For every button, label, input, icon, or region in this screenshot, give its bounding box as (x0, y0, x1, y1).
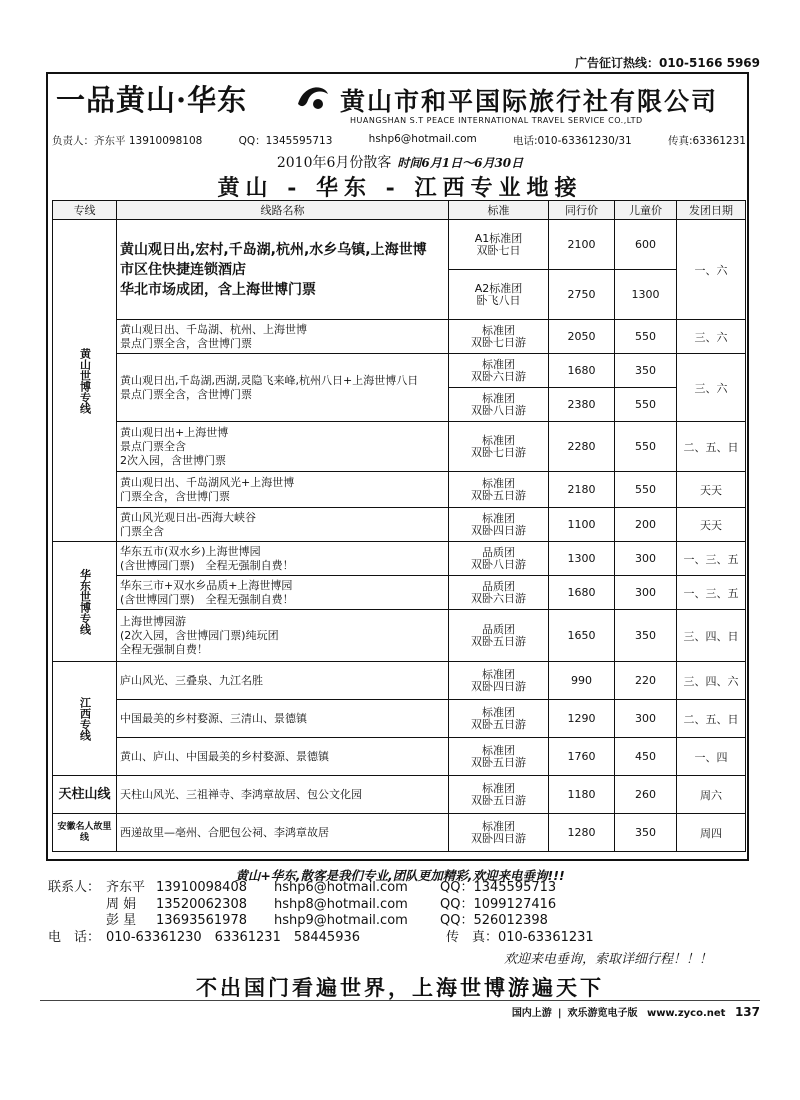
standard: 标准团 双卧四日游 (449, 508, 549, 542)
contact-email: hshp9@hotmail.com (274, 913, 408, 928)
category-tianzhu: 天柱山线 (53, 776, 117, 814)
child-price: 300 (615, 542, 677, 576)
route-name: 黄山观日出,千岛湖,西湖,灵隐飞来峰,杭州八日+上海世博八日 景点门票全含，含世博门票 (117, 354, 449, 422)
contact-row (48, 880, 748, 897)
swirl-logo-icon (294, 82, 332, 112)
category-huadong-expo: 华东世博专线 (53, 542, 117, 662)
child-price: 220 (615, 662, 677, 700)
table-row (53, 508, 746, 542)
contact-label (48, 913, 106, 930)
child-price: 260 (615, 776, 677, 814)
category-huangshan-expo: 黄山世博专线 (53, 220, 117, 542)
table-row (53, 776, 746, 814)
table-row (53, 576, 746, 610)
banner-heading: 黄山 - 华东 - 江西专业地接 (217, 175, 583, 201)
table-row (53, 472, 746, 508)
standard: 标准团 双卧四日游 (449, 814, 549, 852)
child-price: 600 (615, 220, 677, 270)
col-header: 儿童价 (615, 201, 677, 220)
child-price: 550 (615, 388, 677, 422)
table-row (53, 542, 746, 576)
header-qq: QQ：1345595713 (238, 135, 333, 147)
child-price: 350 (615, 610, 677, 662)
page-footer: 国内上游 | 欢乐游览电子版 www.zyco.net 137 (511, 1005, 760, 1019)
departure-date: 三、六 (677, 354, 746, 422)
departure-date: 一、三、五 (677, 576, 746, 610)
route-name: 黄山观日出,宏村,千岛湖,杭州,水乡乌镇,上海世博 市区住快捷连锁酒店 华北市场成团，含上海世博门票 (117, 220, 449, 320)
contact-label (48, 897, 106, 914)
child-price: 550 (615, 472, 677, 508)
standard: 标准团 双卧七日游 (449, 320, 549, 354)
contact-name: 周 娟 (106, 896, 137, 912)
child-price: 450 (615, 738, 677, 776)
slogan-line: 黄山+华东,散客是我们专业,团队更加精彩,欢迎来电垂询!!! (235, 868, 565, 883)
col-header: 发团日期 (677, 201, 746, 220)
departure-date: 一、三、五 (677, 542, 746, 576)
child-price: 300 (615, 576, 677, 610)
table-row (53, 422, 746, 472)
header-email: hshp6@hotmail.com (368, 133, 477, 145)
departure-date: 二、五、日 (677, 422, 746, 472)
col-header: 标准 (449, 201, 549, 220)
departure-date: 三、四、六 (677, 662, 746, 700)
departure-date: 周四 (677, 814, 746, 852)
table-row (53, 738, 746, 776)
peer-price: 1290 (549, 700, 615, 738)
route-name: 上海世博园游 (2次入园，含世博园门票)纯玩团 全程无强制自费！ (117, 610, 449, 662)
child-price: 1300 (615, 270, 677, 320)
peer-price: 1300 (549, 542, 615, 576)
contact-email: hshp8@hotmail.com (274, 896, 408, 912)
route-name: 黄山风光观日出-西海大峡谷 门票全含 (117, 508, 449, 542)
route-table (52, 200, 746, 852)
route-name: 华东三市+双水乡品质+上海世博园 (含世博园门票) 全程无强制自费！ (117, 576, 449, 610)
header-tel: 电话:010-63361230/31 (513, 135, 632, 147)
contact-name: 齐东平 (106, 880, 146, 895)
bottom-slogan: 不出国门看遍世界，上海世博游遍天下 (196, 975, 604, 1000)
company-name: 黄山市和平国际旅行社有限公司 (340, 87, 719, 116)
col-header: 同行价 (549, 201, 615, 220)
season-period: 时间6月1日～6月30日 (397, 156, 524, 170)
header-fax: 传真:63361231 (667, 135, 746, 147)
route-name: 天柱山风光、三祖禅寺、李鸿章故居、包公文化园 (117, 776, 449, 814)
standard: 标准团 双卧五日游 (449, 738, 549, 776)
table-row (53, 610, 746, 662)
standard: 品质团 双卧五日游 (449, 610, 549, 662)
category-anhui: 安徽名人故里线 (53, 814, 117, 852)
standard: 品质团 双卧八日游 (449, 542, 549, 576)
tel-label: 电 话： (48, 929, 101, 945)
contact-row (48, 913, 748, 930)
manager: 负责人：齐东平 13910098108 (52, 135, 203, 147)
standard: 标准团 双卧五日游 (449, 472, 549, 508)
contact-qq: QQ：1099127416 (440, 896, 557, 912)
peer-price: 1760 (549, 738, 615, 776)
peer-price: 1650 (549, 610, 615, 662)
contact-block (48, 880, 748, 946)
departure-date: 一、四 (677, 738, 746, 776)
child-price: 300 (615, 700, 677, 738)
fax-number: 传 真：010-63361231 (446, 929, 594, 945)
contact-phone: 13910098408 (156, 880, 247, 895)
table-row (53, 320, 746, 354)
peer-price: 1100 (549, 508, 615, 542)
route-name: 黄山、庐山、中国最美的乡村婺源、景德镇 (117, 738, 449, 776)
route-name: 华东五市(双水乡)上海世博园 (含世博园门票) 全程无强制自费！ (117, 542, 449, 576)
tel-row (48, 930, 748, 947)
standard: 品质团 双卧六日游 (449, 576, 549, 610)
departure-date: 一、六 (677, 220, 746, 320)
category-jiangxi: 江西专线 (53, 662, 117, 776)
peer-price: 2180 (549, 472, 615, 508)
route-name: 黄山观日出、千岛湖风光+上海世博 门票全含，含世博门票 (117, 472, 449, 508)
contact-name: 彭 星 (106, 913, 137, 928)
peer-price: 2050 (549, 320, 615, 354)
departure-date: 天天 (677, 508, 746, 542)
footer-url: www.zyco.net (646, 1008, 726, 1019)
standard: 标准团 双卧七日游 (449, 422, 549, 472)
table-header-row (53, 201, 746, 220)
child-price: 550 (615, 320, 677, 354)
peer-price: 1680 (549, 354, 615, 388)
route-name: 黄山观日出、千岛湖、杭州、上海世博 景点门票全含，含世博门票 (117, 320, 449, 354)
contact-qq: QQ：526012398 (440, 913, 548, 928)
footer-section: 国内上游 (511, 1008, 552, 1019)
standard: 标准团 双卧五日游 (449, 700, 549, 738)
peer-price: 990 (549, 662, 615, 700)
peer-price: 2100 (549, 220, 615, 270)
contact-phone: 13693561978 (156, 913, 247, 928)
table-row (53, 700, 746, 738)
standard: 标准团 双卧八日游 (449, 388, 549, 422)
ad-hotline: 广告征订热线：010-5166 5969 (574, 56, 760, 70)
route-name: 中国最美的乡村婺源、三清山、景德镇 (117, 700, 449, 738)
company-name-en: HUANGSHAN S.T PEACE INTERNATIONAL TRAVEL SERVICE CO.,LTD (350, 116, 643, 125)
peer-price: 2750 (549, 270, 615, 320)
departure-date: 二、五、日 (677, 700, 746, 738)
peer-price: 2380 (549, 388, 615, 422)
standard: 标准团 双卧四日游 (449, 662, 549, 700)
child-price: 350 (615, 354, 677, 388)
child-price: 350 (615, 814, 677, 852)
child-price: 200 (615, 508, 677, 542)
peer-price: 2280 (549, 422, 615, 472)
standard: 标准团 双卧六日游 (449, 354, 549, 388)
standard: 标准团 双卧五日游 (449, 776, 549, 814)
peer-price: 1280 (549, 814, 615, 852)
departure-date: 天天 (677, 472, 746, 508)
table-row (53, 354, 746, 388)
contact-qq: QQ：1345595713 (440, 880, 557, 895)
table-row (53, 662, 746, 700)
standard: A2标准团 卧飞八日 (449, 270, 549, 320)
col-header: 专线 (53, 201, 117, 220)
route-name: 黄山观日出+上海世博 景点门票全含 2次入园，含世博门票 (117, 422, 449, 472)
peer-price: 1180 (549, 776, 615, 814)
peer-price: 1680 (549, 576, 615, 610)
contact-email: hshp6@hotmail.com (274, 880, 408, 895)
route-name: 西递故里—亳州、合肥包公祠、李鸿章故居 (117, 814, 449, 852)
tel-numbers: 010-63361230 63361231 58445936 (106, 929, 361, 945)
logo-text: 一品黄山·华东 (56, 83, 248, 117)
child-price: 550 (615, 422, 677, 472)
contact-row (48, 897, 748, 914)
footer-divider (40, 1000, 760, 1001)
page-number: 137 (734, 1005, 760, 1019)
departure-date: 周六 (677, 776, 746, 814)
table-row (53, 814, 746, 852)
table-row (53, 220, 746, 270)
header-contact (52, 133, 746, 148)
welcome-note: 欢迎来电垂询，索取详细行程！！！ (503, 952, 712, 967)
contact-phone: 13520062308 (156, 896, 247, 912)
contact-label: 联系人： (48, 880, 101, 895)
route-name: 庐山风光、三叠泉、九江名胜 (117, 662, 449, 700)
departure-date: 三、四、日 (677, 610, 746, 662)
footer-tagline: 欢乐游览电子版 (567, 1008, 638, 1019)
col-header: 线路名称 (117, 201, 449, 220)
departure-date: 三、六 (677, 320, 746, 354)
standard: A1标准团 双卧七日 (449, 220, 549, 270)
season-title: 2010年6月份散客 时间6月1日～6月30日 (276, 155, 524, 171)
